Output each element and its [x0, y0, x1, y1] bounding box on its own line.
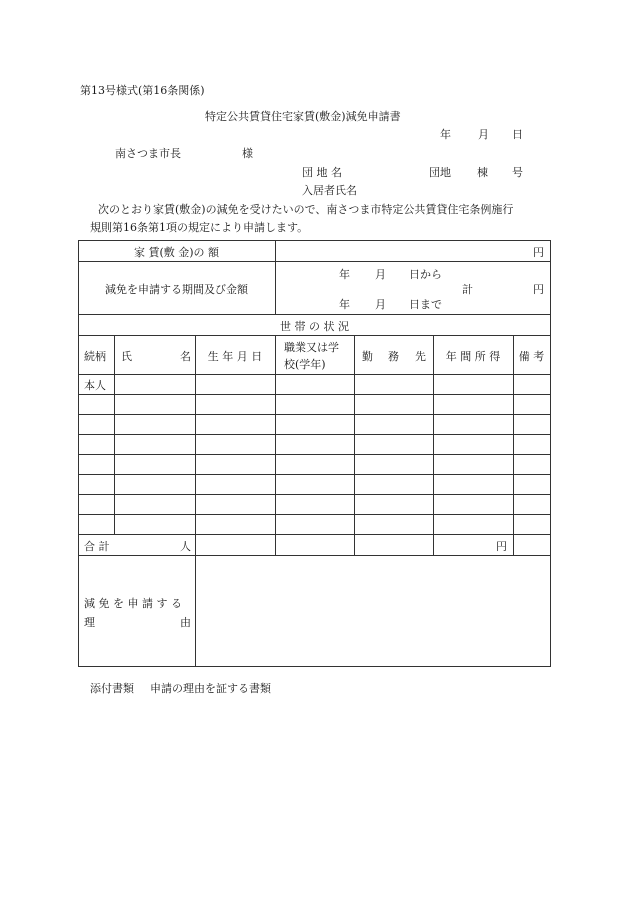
rent-amount-yen: 円: [533, 246, 544, 259]
form-number: 第13号様式(第16条関係): [80, 84, 205, 97]
col-occupation-line2: 校(学年): [284, 358, 326, 371]
period-total-yen: 円: [533, 283, 544, 296]
col-annual-income: 年 間 所 得: [445, 350, 501, 363]
col-occupation-line1: 職業又は学: [284, 341, 339, 354]
col-name-a: 氏: [121, 350, 132, 363]
col-birthdate: 生 年 月 日: [207, 350, 263, 363]
attachments-value: 申請の理由を証する書類: [150, 682, 271, 695]
period-label: 減免を申請する期間及び金額: [105, 283, 248, 296]
reason-label-line1: 減 免 を 申 請 す る: [84, 597, 182, 610]
room-unit: 号: [512, 166, 523, 179]
col-name-b: 名: [180, 350, 191, 363]
col-workplace-c: 先: [415, 350, 426, 363]
reason-label-a: 理: [84, 616, 95, 629]
period-total-label: 計: [462, 283, 473, 296]
danchi-unit: 団地: [429, 166, 451, 179]
date-month: 月: [478, 128, 489, 141]
building-unit: 棟: [477, 166, 488, 179]
period-to-year: 年: [339, 298, 350, 311]
total-income-yen: 円: [496, 540, 507, 553]
col-remarks: 備 考: [518, 350, 545, 363]
honorific: 様: [242, 147, 253, 160]
reason-label-b: 由: [180, 616, 191, 629]
col-workplace-a: 勤: [362, 350, 373, 363]
danchi-label: 団 地 名: [302, 166, 342, 179]
total-person-unit: 人: [180, 540, 191, 553]
row-self-relation: 本人: [84, 379, 106, 392]
date-day: 日: [512, 128, 523, 141]
body-text-line2: 規則第16条第1項の規定により申請します。: [90, 221, 309, 234]
period-from-month: 月: [375, 268, 386, 281]
period-to-day: 日まで: [409, 298, 442, 311]
total-label: 合 計: [84, 540, 110, 553]
period-to-month: 月: [375, 298, 386, 311]
period-from-year: 年: [339, 268, 350, 281]
attachments-label: 添付書類: [90, 682, 134, 695]
addressee: 南さつま市長: [115, 147, 181, 160]
col-relation: 続柄: [84, 350, 106, 363]
period-from-day: 日から: [409, 268, 442, 281]
date-year: 年: [440, 128, 451, 141]
body-text-line1: 次のとおり家賃(敷金)の減免を受けたいので、南さつま市特定公共賃貸住宅条例施行: [98, 203, 514, 216]
resident-name-label: 入居者氏名: [302, 184, 357, 197]
form-title: 特定公共賃貸住宅家賃(敷金)減免申請書: [205, 110, 401, 123]
col-workplace-b: 務: [388, 350, 399, 363]
rent-amount-label: 家 賃(敷 金)の 額: [133, 246, 220, 259]
household-header: 世 帯 の 状 況: [280, 320, 349, 333]
